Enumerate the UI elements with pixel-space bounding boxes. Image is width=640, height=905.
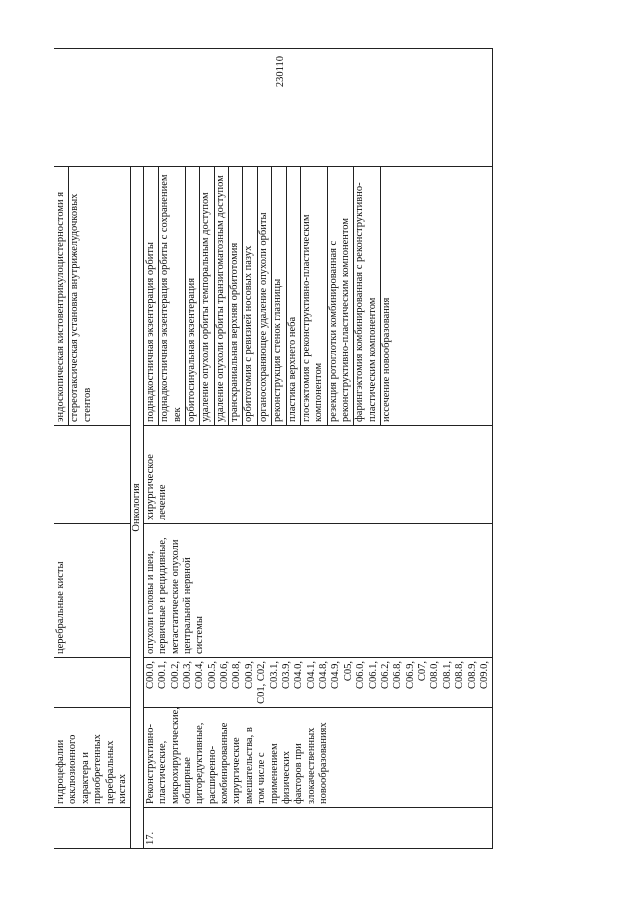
icd-code: C00.2,: [169, 661, 181, 690]
icd-code: C06.1,: [367, 661, 379, 690]
row-number-cell: [54, 808, 131, 849]
icd-code: C04.8,: [318, 661, 330, 690]
method-item: поднадкостничная экзентерация орбиты с сохранением век: [159, 167, 186, 425]
methods-list: [145, 170, 395, 422]
intervention-name-cell: Реконструктивно-пластические, микрохирургические, обширные циторедуктивные, расширенно-комбинированные хирургические вмешательства, в том числе с применением физических факторов при злокачественных новообразованиях: [143, 708, 493, 808]
icd-code: C01, C02,: [256, 661, 268, 704]
vmp-table: [54, 48, 493, 849]
icd-code: C00.6,: [219, 661, 231, 690]
rotated-table-wrapper: [54, 49, 594, 849]
icd-code: C06.9,: [404, 661, 416, 690]
method-item: эндоскопическая кистовентрикулоцистерностоми я: [55, 167, 69, 425]
treatment-methods-cell: [54, 167, 131, 426]
row-number-cell: 17.: [143, 808, 493, 849]
icd-code: C04.9,: [330, 661, 342, 690]
icd-code: C03.9,: [280, 661, 292, 690]
icd-code: C06.2,: [379, 661, 391, 690]
treatment-type-cell: хирургическое лечение: [143, 426, 493, 524]
method-item: пластика верхнего неба: [287, 167, 301, 425]
table-row: [143, 49, 493, 849]
method-item: стереотаксическая установка внутрижелудочковых стентов: [69, 193, 93, 422]
patient-model-cell: опухоли головы и шеи, первичные и рецидивные, метастатические опухоли центральной нервной системы: [143, 524, 493, 658]
icd-code: C08.9,: [466, 661, 478, 690]
icd-code: C00.0,: [144, 661, 156, 690]
icd-code: C00.9,: [243, 661, 255, 690]
icd-code: C00.5,: [206, 661, 218, 690]
vmp-group-code: 230110: [275, 56, 286, 88]
icd-code: C08.8,: [454, 661, 466, 690]
method-item: поднадкостничная экзентерация орбиты: [145, 167, 159, 425]
icd-code: C08.1,: [441, 661, 453, 690]
icd-code: C04.0,: [293, 661, 305, 690]
icd-code: C04.1,: [305, 661, 317, 690]
section-title: Онкология: [131, 167, 144, 849]
icd-code: C00.8,: [231, 661, 243, 690]
icd-code: C00.1,: [157, 661, 169, 690]
icd-code: C00.3,: [181, 661, 193, 690]
section-row: [131, 49, 144, 849]
method-item: иссечение новообразования: [381, 297, 393, 422]
method-item: фарингэктомия комбинированная с реконструктивно-пластическим компонентом: [354, 167, 381, 425]
method-item: органосохраняющее удаление опухоли орбиты: [258, 167, 272, 425]
method-item: удаление опухоли орбиты транзигоматозным доступом: [215, 167, 229, 425]
method-item: глосэктомия с реконструктивно-пластическим компонентом: [301, 167, 328, 425]
icd-code: C06.8,: [392, 661, 404, 690]
method-item: транскраниальная верхняя орбитотомия: [229, 167, 243, 425]
icd-code: C07,: [417, 661, 429, 682]
method-item: орбитотомия с ревизией носовых пазух: [243, 167, 257, 425]
icd-codes-cell: [54, 658, 131, 708]
treatment-type-cell: [54, 426, 131, 524]
icd-code: C03.1,: [268, 661, 280, 690]
icd-code: C00.4,: [194, 661, 206, 690]
methods-list: [55, 170, 95, 422]
method-item: реконструкция стенок глазницы: [272, 167, 286, 425]
icd-code: C06.0,: [355, 661, 367, 690]
icd-code: C08.0,: [429, 661, 441, 690]
table-row: [54, 49, 131, 849]
method-item: орбитосинуальная экзентерация: [186, 167, 200, 425]
treatment-methods-cell: [143, 167, 493, 426]
icd-codes-cell: [143, 658, 493, 708]
vmp-group-code-cell: [54, 49, 493, 167]
method-item: удаление опухоли орбиты темпоральным доступом: [200, 167, 214, 425]
method-item: резекция ротоглотки комбинированная с реконструктивно-пластическим компонентом: [328, 167, 355, 425]
intervention-name-cell: гидроцефалии окклюзионного характера и приобретенных церебральных кистах: [54, 708, 131, 808]
icd-code: C05,: [342, 661, 354, 682]
patient-model-cell: церебральные кисты: [54, 524, 131, 658]
icd-code: C09.0,: [478, 661, 490, 690]
